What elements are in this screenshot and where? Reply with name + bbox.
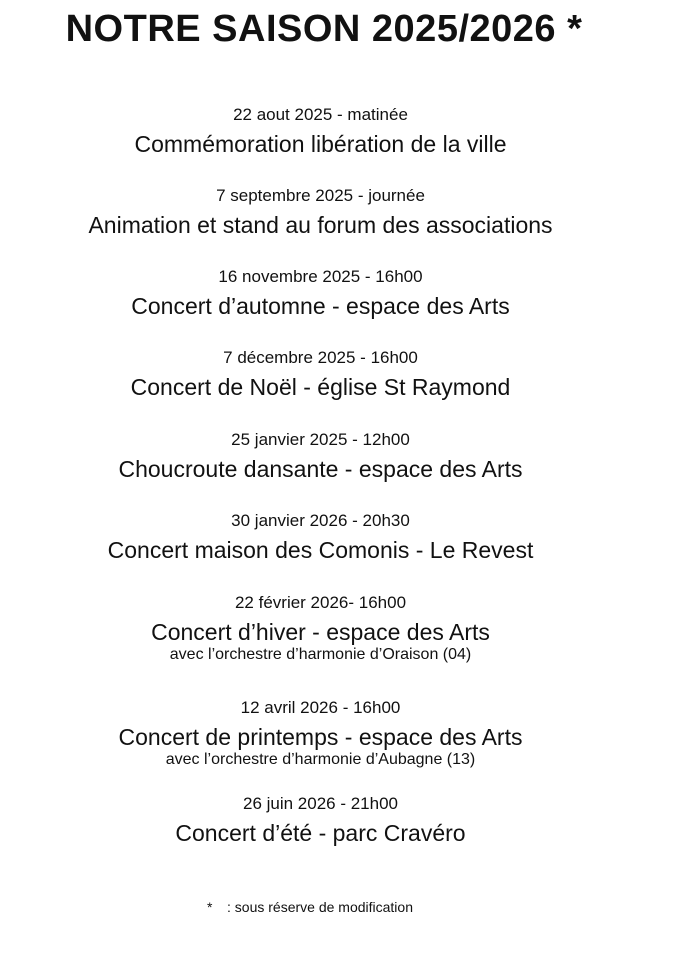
- footnote-text: : sous réserve de modification: [227, 899, 413, 915]
- event-item: [0, 104, 641, 159]
- event-date: 30 janvier 2026 - 20h30: [231, 511, 410, 530]
- event-date: 22 aout 2025 - matinée: [233, 105, 408, 124]
- event-item: [0, 429, 641, 484]
- event-date: 16 novembre 2025 - 16h00: [218, 267, 423, 286]
- event-name: Concert maison des Comonis - Le Revest: [107, 537, 534, 563]
- event-item: [0, 592, 641, 665]
- event-name: Animation et stand au forum des associations: [88, 212, 553, 238]
- event-name: Commémoration libération de la ville: [134, 131, 507, 157]
- event-note: avec l’orchestre d’harmonie d’Aubagne (13): [165, 751, 476, 768]
- event-name: Choucroute dansante - espace des Arts: [118, 456, 523, 482]
- footnote-marker: *: [207, 899, 213, 915]
- event-name: Concert de printemps - espace des Arts: [118, 724, 523, 750]
- event-name: Concert d’hiver - espace des Arts: [151, 619, 490, 645]
- event-date: 7 décembre 2025 - 16h00: [223, 348, 418, 367]
- event-date: 26 juin 2026 - 21h00: [242, 794, 399, 813]
- event-item: [0, 793, 641, 848]
- event-date: 22 février 2026- 16h00: [234, 593, 407, 612]
- footnote: [207, 898, 413, 916]
- event-item: [0, 266, 641, 321]
- event-date: 25 janvier 2025 - 12h00: [231, 430, 410, 449]
- event-date: 12 avril 2026 - 16h00: [240, 698, 401, 717]
- event-item: [0, 510, 641, 565]
- event-date: 7 septembre 2025 - journée: [216, 186, 425, 205]
- event-item: [0, 347, 641, 402]
- event-name: Concert d’été - parc Cravéro: [175, 820, 466, 846]
- event-name: Concert d’automne - espace des Arts: [131, 293, 510, 319]
- event-note: avec l’orchestre d’harmonie d’Oraison (04): [169, 646, 472, 663]
- event-item: [0, 697, 641, 770]
- event-name: Concert de Noël - église St Raymond: [130, 374, 511, 400]
- event-item: [0, 185, 641, 240]
- page-title: NOTRE SAISON 2025/2026 *: [65, 8, 583, 50]
